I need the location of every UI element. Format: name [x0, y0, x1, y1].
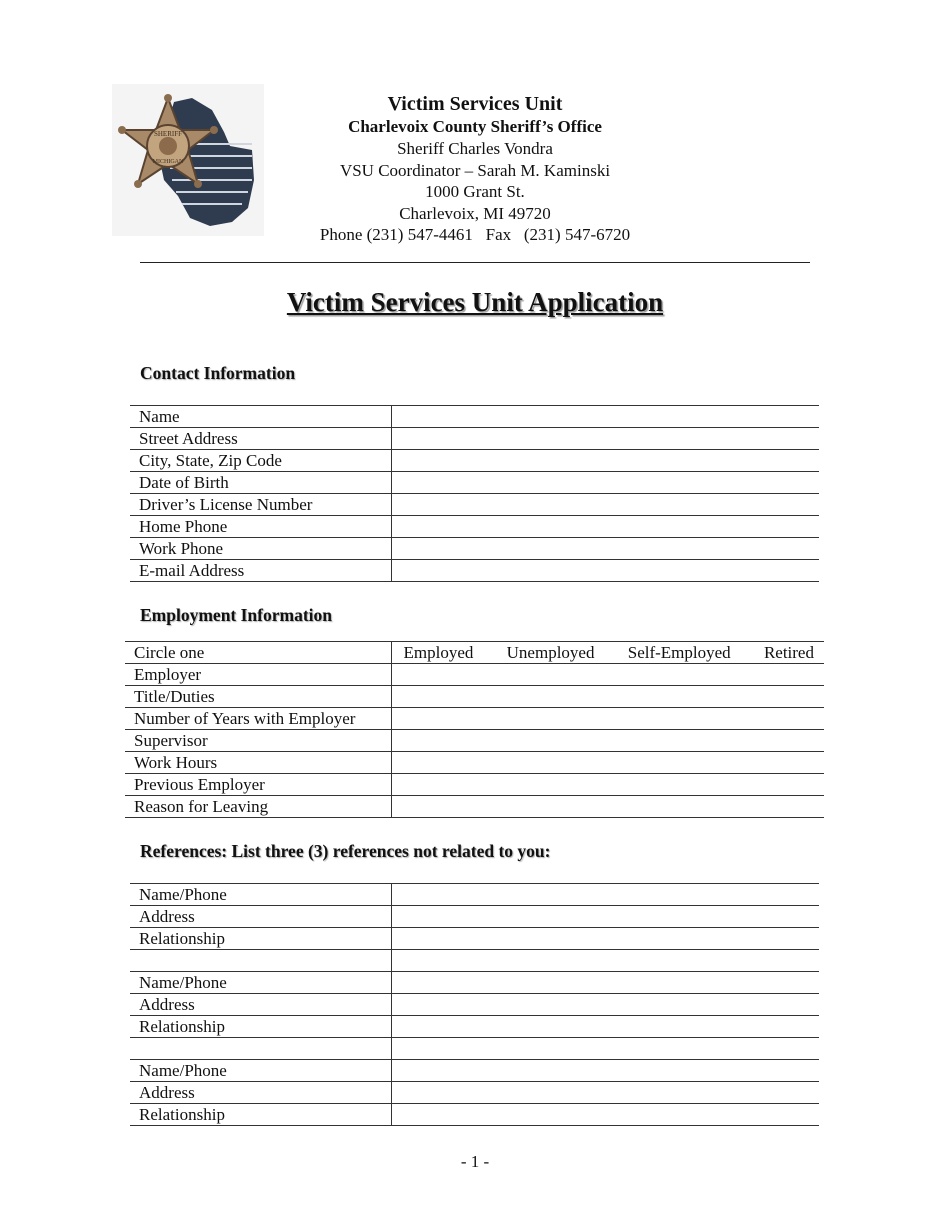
seal-top-text: SHERIFF — [153, 130, 183, 138]
table-row — [130, 1016, 819, 1038]
table-row — [130, 406, 819, 428]
field-value-blank[interactable] — [391, 928, 819, 950]
field-value-blank[interactable] — [391, 450, 819, 472]
page-title: Victim Services Unit Application — [286, 287, 664, 317]
field-label: Relationship — [130, 1016, 391, 1038]
field-value-blank[interactable] — [391, 1104, 819, 1126]
table-row — [130, 1104, 819, 1126]
field-value-blank[interactable] — [391, 950, 819, 972]
field-value-blank[interactable] — [391, 730, 824, 752]
field-value-blank[interactable] — [391, 972, 819, 994]
field-label: Work Hours — [125, 752, 391, 774]
table-row — [130, 516, 819, 538]
table-row — [125, 708, 824, 730]
field-value-blank[interactable] — [391, 708, 824, 730]
field-label — [130, 950, 391, 972]
field-label: Address — [130, 1082, 391, 1104]
coordinator-name: VSU Coordinator – Sarah M. Kaminski — [339, 160, 611, 180]
option-employed[interactable]: Employed — [403, 643, 474, 662]
phone-fax: Phone (231) 547-4461 Fax (231) 547-6720 — [319, 225, 631, 244]
table-row — [125, 796, 824, 818]
contact-table — [130, 405, 819, 582]
field-value-blank[interactable] — [391, 884, 819, 906]
table-row — [125, 774, 824, 796]
page-number: - 1 - — [460, 1152, 490, 1171]
field-value-blank[interactable] — [391, 560, 819, 582]
table-row — [125, 752, 824, 774]
table-row — [130, 560, 819, 582]
field-value-blank[interactable] — [391, 1038, 819, 1060]
sheriff-badge-logo — [112, 84, 264, 236]
field-label: Date of Birth — [130, 472, 391, 494]
option-self-employed[interactable]: Self-Employed — [627, 643, 731, 662]
field-label: Name — [130, 406, 391, 428]
table-row — [130, 884, 819, 906]
field-value-blank[interactable] — [391, 516, 819, 538]
street-address: 1000 Grant St. — [425, 182, 525, 201]
table-row — [125, 642, 824, 664]
table-row — [130, 972, 819, 994]
field-value-blank[interactable] — [391, 664, 824, 686]
field-label: Supervisor — [125, 730, 391, 752]
employment-heading: Employment Information — [140, 605, 333, 625]
field-value-blank[interactable] — [391, 472, 819, 494]
table-row — [130, 472, 819, 494]
table-row — [130, 1060, 819, 1082]
seal-bottom-text: MICHIGAN — [152, 159, 184, 165]
field-label: Previous Employer — [125, 774, 391, 796]
field-label: Number of Years with Employer — [125, 708, 391, 730]
references-heading: References: List three (3) references not related to you: — [140, 841, 551, 861]
option-retired[interactable]: Retired — [763, 643, 814, 662]
field-label: Driver’s License Number — [130, 494, 391, 516]
field-value-blank[interactable] — [391, 774, 824, 796]
field-label: Work Phone — [130, 538, 391, 560]
field-label: Relationship — [130, 1104, 391, 1126]
option-unemployed[interactable]: Unemployed — [506, 643, 595, 662]
circle-one-label: Circle one — [125, 642, 391, 664]
field-label: City, State, Zip Code — [130, 450, 391, 472]
contact-heading: Contact Information — [140, 363, 296, 383]
employment-table — [125, 641, 824, 818]
table-row — [130, 906, 819, 928]
table-row — [130, 450, 819, 472]
field-value-blank[interactable] — [391, 1016, 819, 1038]
field-label: Relationship — [130, 928, 391, 950]
field-value-blank[interactable] — [391, 686, 824, 708]
table-row — [130, 538, 819, 560]
field-label: Name/Phone — [130, 884, 391, 906]
field-label: Name/Phone — [130, 972, 391, 994]
field-label: Reason for Leaving — [125, 796, 391, 818]
field-label: Address — [130, 906, 391, 928]
field-value-blank[interactable] — [391, 1082, 819, 1104]
table-row — [125, 730, 824, 752]
table-row — [130, 950, 819, 972]
field-value-blank[interactable] — [391, 994, 819, 1016]
table-row — [130, 994, 819, 1016]
letterhead — [270, 92, 680, 246]
field-label: Street Address — [130, 428, 391, 450]
table-row — [130, 428, 819, 450]
field-value-blank[interactable] — [391, 406, 819, 428]
field-label: Home Phone — [130, 516, 391, 538]
field-label: E-mail Address — [130, 560, 391, 582]
field-value-blank[interactable] — [391, 752, 824, 774]
field-label — [130, 1038, 391, 1060]
header-divider — [140, 262, 810, 263]
table-row — [125, 686, 824, 708]
table-row — [130, 494, 819, 516]
field-value-blank[interactable] — [391, 796, 824, 818]
unit-name: Victim Services Unit — [387, 93, 563, 115]
references-table — [130, 883, 819, 1126]
table-row — [130, 1082, 819, 1104]
sheriff-name: Sheriff Charles Vondra — [397, 139, 553, 158]
employment-status-options — [391, 642, 824, 664]
field-value-blank[interactable] — [391, 494, 819, 516]
field-label: Employer — [125, 664, 391, 686]
field-value-blank[interactable] — [391, 906, 819, 928]
field-label: Title/Duties — [125, 686, 391, 708]
field-label: Address — [130, 994, 391, 1016]
office-name: Charlevoix County Sheriff’s Office — [348, 117, 602, 136]
table-row — [130, 928, 819, 950]
table-row — [125, 664, 824, 686]
table-row — [130, 1038, 819, 1060]
field-label: Name/Phone — [130, 1060, 391, 1082]
field-value-blank[interactable] — [391, 428, 819, 450]
field-value-blank[interactable] — [391, 538, 819, 560]
field-value-blank[interactable] — [391, 1060, 819, 1082]
city-address: Charlevoix, MI 49720 — [399, 203, 551, 223]
